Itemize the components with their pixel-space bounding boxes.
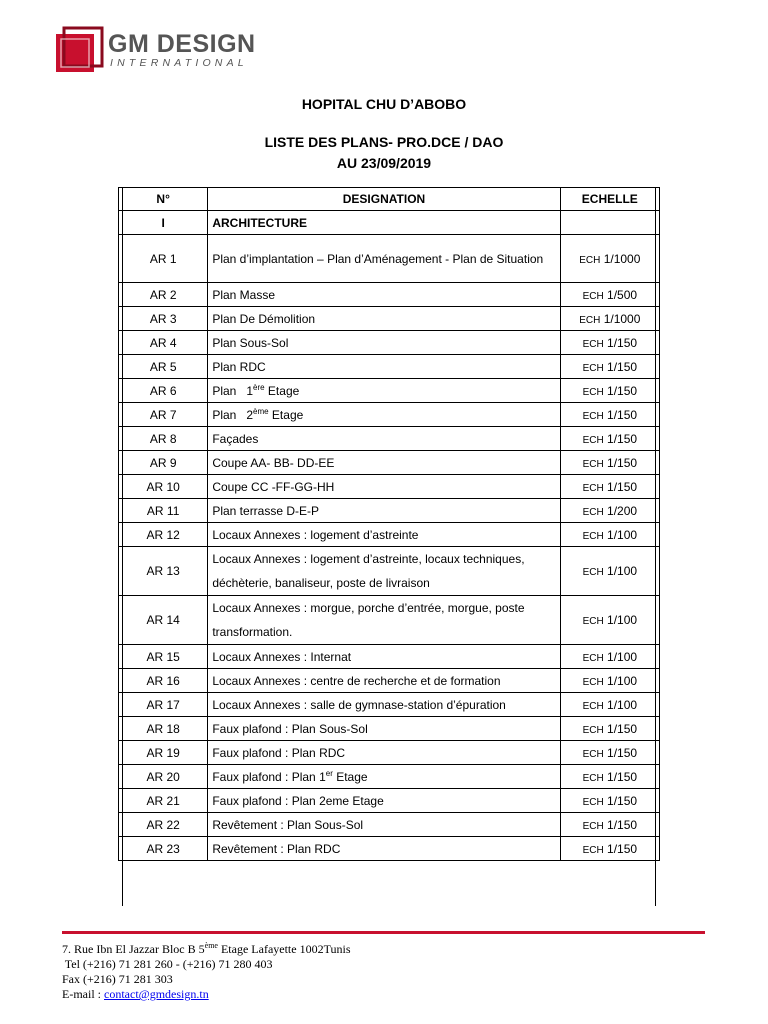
plan-number: AR 16 <box>119 669 208 693</box>
scale-prefix: ECH <box>582 616 604 627</box>
scale-prefix: ECH <box>582 362 604 374</box>
scale-value: 1/100 <box>607 527 638 542</box>
table-right-double-rule <box>655 187 656 906</box>
section-scale <box>560 211 659 235</box>
table-row <box>119 645 660 669</box>
plan-number: AR 9 <box>119 451 208 475</box>
footer-tel: Tel (+216) 71 281 260 - (+216) 71 280 403 <box>62 957 273 971</box>
plan-number: AR 6 <box>119 379 208 403</box>
scale-value: 1/100 <box>607 649 638 664</box>
plan-number: AR 21 <box>119 789 208 813</box>
scale-value: 1/100 <box>607 673 638 688</box>
scale-value: 1/150 <box>607 479 638 494</box>
plan-designation <box>208 379 560 403</box>
table-row <box>119 765 660 789</box>
scale-value: 1/150 <box>607 841 638 856</box>
plan-scale <box>560 331 659 355</box>
plan-designation: Plan De Démolition <box>208 307 560 331</box>
plan-designation: Plan Masse <box>208 283 560 307</box>
plan-number: AR 17 <box>119 693 208 717</box>
scale-prefix: ECH <box>579 254 601 266</box>
plan-scale <box>560 451 659 475</box>
scale-prefix: ECH <box>582 290 604 302</box>
plan-designation: Plan d’implantation – Plan d’Aménagement - Plan de Situation <box>208 235 560 283</box>
plan-scale <box>560 355 659 379</box>
plan-number: AR 2 <box>119 283 208 307</box>
plan-designation: Locaux Annexes : centre de recherche et de formation <box>208 669 560 693</box>
header-designation: DESIGNATION <box>208 188 560 211</box>
logo-name: GM DESIGN <box>108 30 256 58</box>
plan-designation: Plan Sous-Sol <box>208 331 560 355</box>
designation-sup: ème <box>253 407 269 416</box>
plan-scale <box>560 235 659 283</box>
scale-value: 1/150 <box>607 793 638 808</box>
scale-value: 1/150 <box>607 359 638 374</box>
designation-text-end: Etage <box>264 384 300 398</box>
plan-number: AR 4 <box>119 331 208 355</box>
scale-prefix: ECH <box>582 410 604 422</box>
list-date: AU 23/09/2019 <box>336 155 432 171</box>
email-link[interactable]: contact@gmdesign.tn <box>104 987 209 1001</box>
scale-prefix: ECH <box>582 458 604 470</box>
scale-prefix: ECH <box>582 338 604 350</box>
plan-designation: Locaux Annexes : logement d’astreinte <box>208 523 560 547</box>
table-row <box>119 789 660 813</box>
scale-value: 1/150 <box>607 769 638 784</box>
address-text: 7. Rue Ibn El Jazzar Bloc B 5 <box>62 942 205 956</box>
plan-scale <box>560 789 659 813</box>
plan-scale <box>560 693 659 717</box>
plan-scale <box>560 499 659 523</box>
table-row <box>119 741 660 765</box>
plan-designation: Locaux Annexes : logement d’astreinte, locaux techniques, déchèterie, banaliseur, poste de livraison <box>208 547 560 596</box>
plan-number: AR 10 <box>119 475 208 499</box>
section-label: ARCHITECTURE <box>208 211 560 235</box>
section-number: I <box>119 211 208 235</box>
scale-value: 1/150 <box>607 335 638 350</box>
table-row <box>119 596 660 645</box>
footer-contact <box>62 938 351 1002</box>
plan-scale <box>560 403 659 427</box>
designation-sup: ère <box>253 383 265 392</box>
scale-prefix: ECH <box>582 434 604 446</box>
table-row <box>119 813 660 837</box>
plan-scale <box>560 523 659 547</box>
plan-scale <box>560 837 659 861</box>
plan-number: AR 7 <box>119 403 208 427</box>
plan-number: AR 19 <box>119 741 208 765</box>
plan-scale <box>560 547 659 596</box>
plan-number: AR 8 <box>119 427 208 451</box>
scale-value: 1/150 <box>607 455 638 470</box>
designation-text: Faux plafond : Plan 1 <box>212 770 326 784</box>
table-row <box>119 837 660 861</box>
plan-designation: Locaux Annexes : morgue, porche d’entrée, morgue, poste transformation. <box>208 596 560 645</box>
plan-number: AR 13 <box>119 547 208 596</box>
table-row <box>119 451 660 475</box>
table-row <box>119 379 660 403</box>
plan-scale <box>560 307 659 331</box>
table-row <box>119 235 660 283</box>
plan-number: AR 20 <box>119 765 208 789</box>
scale-prefix: ECH <box>582 652 604 664</box>
scale-prefix: ECH <box>582 796 604 808</box>
project-title: HOPITAL CHU D’ABOBO <box>301 96 467 112</box>
section-row <box>119 211 660 235</box>
designation-text-end: Etage <box>332 770 368 784</box>
plan-designation <box>208 403 560 427</box>
plan-number: AR 23 <box>119 837 208 861</box>
scale-prefix: ECH <box>582 700 604 712</box>
scale-prefix: ECH <box>582 820 604 832</box>
plan-number: AR 14 <box>119 596 208 645</box>
plan-scale <box>560 669 659 693</box>
table-row <box>119 693 660 717</box>
table-row <box>119 717 660 741</box>
plan-designation: Plan terrasse D-E-P <box>208 499 560 523</box>
scale-value: 1/1000 <box>603 251 641 266</box>
table-row <box>119 475 660 499</box>
plan-scale <box>560 379 659 403</box>
scale-prefix: ECH <box>582 386 604 398</box>
plan-scale <box>560 765 659 789</box>
table-row <box>119 355 660 379</box>
plan-scale <box>560 645 659 669</box>
scale-value: 1/150 <box>607 431 638 446</box>
scale-prefix: ECH <box>582 772 604 784</box>
plan-number: AR 5 <box>119 355 208 379</box>
scale-value: 1/500 <box>607 287 638 302</box>
scale-value: 1/100 <box>607 697 638 712</box>
table-row <box>119 547 660 596</box>
plan-designation: Revêtement : Plan Sous-Sol <box>208 813 560 837</box>
scale-prefix: ECH <box>582 530 604 542</box>
designation-sup: er <box>325 769 333 778</box>
plan-number: AR 22 <box>119 813 208 837</box>
logo-subtitle: INTERNATIONAL <box>110 57 248 69</box>
table-row <box>119 307 660 331</box>
address-sup: ème <box>204 941 218 950</box>
scale-prefix: ECH <box>582 844 604 856</box>
plan-designation: Locaux Annexes : Internat <box>208 645 560 669</box>
plan-number: AR 1 <box>119 235 208 283</box>
table-row <box>119 669 660 693</box>
footer-fax: Fax (+216) 71 281 303 <box>62 972 173 986</box>
table-row <box>119 523 660 547</box>
scale-prefix: ECH <box>582 482 604 494</box>
scale-prefix: ECH <box>582 567 604 578</box>
plan-designation: Coupe CC -FF-GG-HH <box>208 475 560 499</box>
footer-divider <box>62 931 705 934</box>
table-row <box>119 427 660 451</box>
scale-prefix: ECH <box>582 506 604 518</box>
plan-designation: Faux plafond : Plan Sous-Sol <box>208 717 560 741</box>
footer-address <box>62 938 351 957</box>
scale-prefix: ECH <box>582 724 604 736</box>
plan-designation: Locaux Annexes : salle de gymnase-station d’épuration <box>208 693 560 717</box>
plan-number: AR 11 <box>119 499 208 523</box>
footer-email <box>62 987 351 1002</box>
address-text-end: Etage Lafayette 1002Tunis <box>217 942 351 956</box>
scale-value: 1/200 <box>607 503 638 518</box>
scale-value: 1/1000 <box>603 311 641 326</box>
plan-number: AR 3 <box>119 307 208 331</box>
plan-number: AR 15 <box>119 645 208 669</box>
table-header-row <box>119 188 660 211</box>
scale-value: 1/100 <box>607 613 638 627</box>
scale-value: 1/100 <box>607 564 638 578</box>
scale-value: 1/150 <box>607 745 638 760</box>
scale-prefix: ECH <box>582 748 604 760</box>
header-scale: ECHELLE <box>560 188 659 211</box>
plan-number: AR 12 <box>119 523 208 547</box>
scale-value: 1/150 <box>607 383 638 398</box>
plan-designation: Plan RDC <box>208 355 560 379</box>
plan-designation: Faux plafond : Plan 2eme Etage <box>208 789 560 813</box>
scale-value: 1/150 <box>607 817 638 832</box>
header-number: N° <box>119 188 208 211</box>
plans-table <box>118 187 660 861</box>
scale-value: 1/150 <box>607 407 638 422</box>
plan-number: AR 18 <box>119 717 208 741</box>
scale-prefix: ECH <box>579 314 601 326</box>
scale-prefix: ECH <box>582 676 604 688</box>
designation-text-end: Etage <box>268 408 304 422</box>
plan-scale <box>560 475 659 499</box>
company-logo <box>54 22 254 78</box>
plan-scale <box>560 813 659 837</box>
gm-design-logo-icon <box>54 24 106 76</box>
plan-scale <box>560 427 659 451</box>
designation-text: Plan 1 <box>212 384 254 398</box>
plan-scale <box>560 596 659 645</box>
plan-scale <box>560 283 659 307</box>
table-row <box>119 499 660 523</box>
table-row <box>119 331 660 355</box>
plan-designation: Revêtement : Plan RDC <box>208 837 560 861</box>
table-left-double-rule <box>122 187 123 906</box>
table-row <box>119 403 660 427</box>
plan-designation <box>208 765 560 789</box>
table-row <box>119 283 660 307</box>
list-title: LISTE DES PLANS- PRO.DCE / DAO <box>264 134 504 150</box>
plan-designation: Faux plafond : Plan RDC <box>208 741 560 765</box>
designation-text: Plan 2 <box>212 408 254 422</box>
email-label: E-mail : <box>62 987 104 1001</box>
plan-scale <box>560 741 659 765</box>
plan-designation: Coupe AA- BB- DD-EE <box>208 451 560 475</box>
plan-designation: Façades <box>208 427 560 451</box>
scale-value: 1/150 <box>607 721 638 736</box>
plan-scale <box>560 717 659 741</box>
